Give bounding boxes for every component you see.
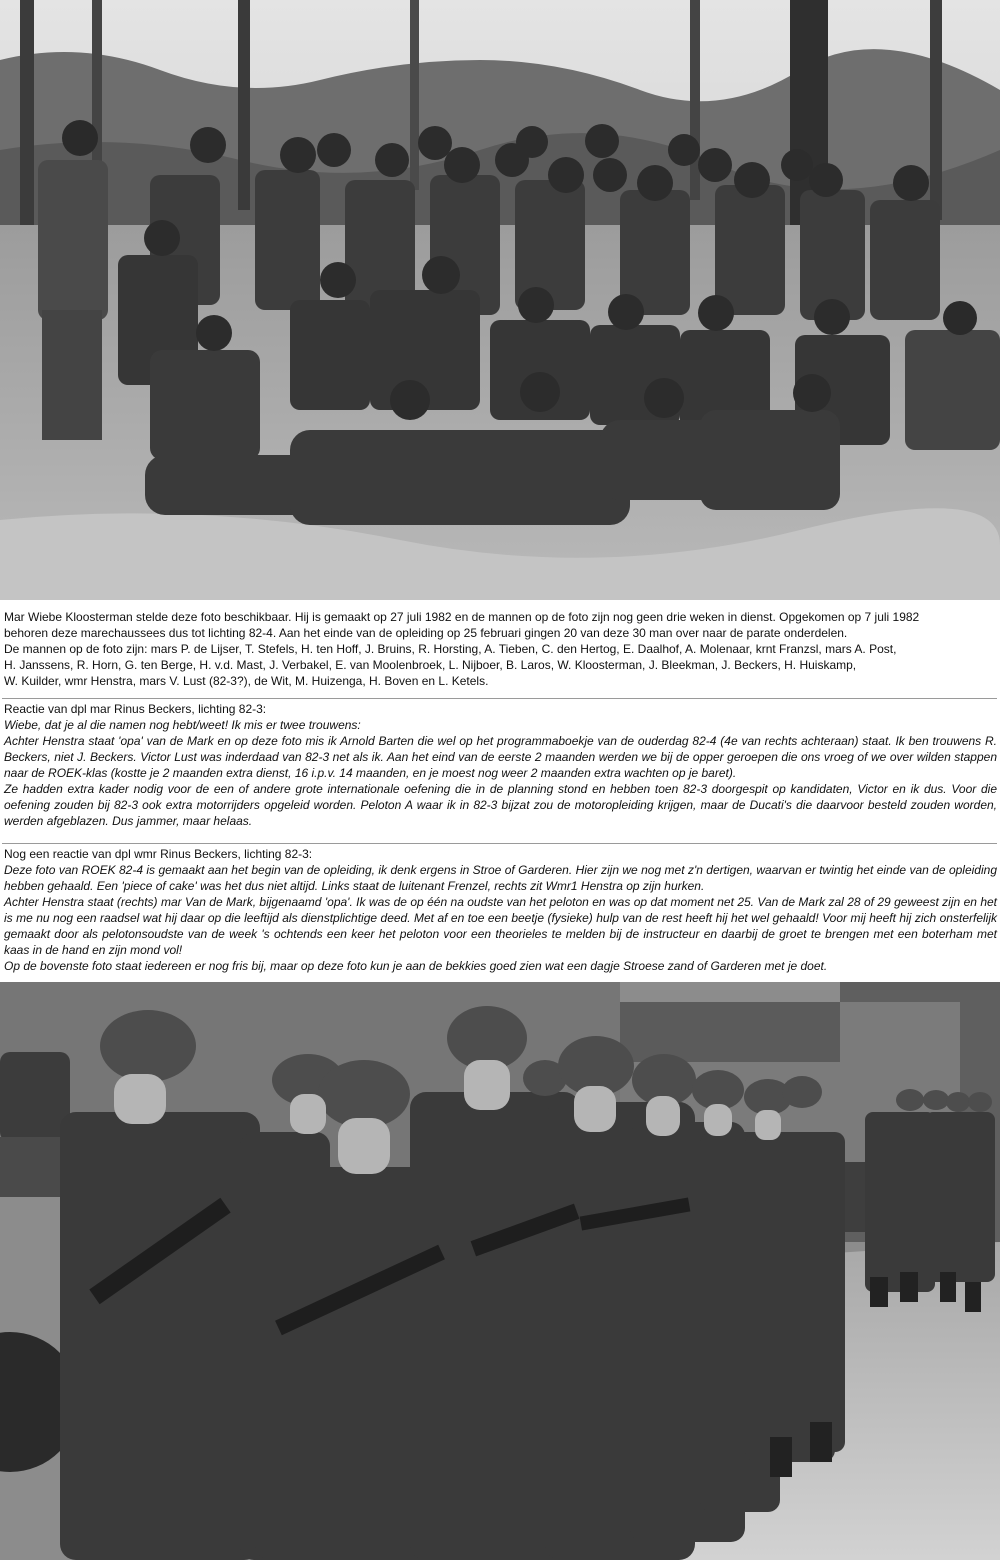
reaction-heading: Nog een reactie van dpl wmr Rinus Beckers, lichting 82-3: — [4, 847, 313, 861]
bottom-photo-rendering — [0, 982, 1000, 1560]
caption-line: behoren deze marechaussees dus tot lichting 82-4. Aan het einde van de opleiding op 25 februari gingen 20 van deze 30 man over naar de parate onderdelen. — [4, 626, 848, 640]
reaction-heading: Reactie van dpl mar Rinus Beckers, lichting 82-3: — [4, 702, 267, 716]
reaction-paragraph: Achter Henstra staat 'opa' van de Mark en op deze foto mis ik Arnold Barten die wel op het programmaboekje van de ouderdag 82-4 (4e van rechts achteraan) staat. Ik ben trouwens R. Beckers, niet J. Beckers. Victor Lust was inderdaad van 82-3 net als ik. Aan het eind van de eerste 2 maanden werden we bij de opper geroepen die ons vroeg of we over wilden stappen naar de ROEK-klas (kostte je 2 maanden extra dienst, 16 i.p.v. 14 maanden, en je moest nog weer 2 maanden extra wachten op je baret). — [4, 734, 997, 780]
top-photo-rendering — [0, 0, 1000, 600]
bottom-column-photo — [0, 982, 1000, 1560]
photo-caption — [4, 609, 997, 689]
reaction-paragraph: Deze foto van ROEK 82-4 is gemaakt aan het begin van de opleiding, ik denk ergens in Stroe of Garderen. Hier zijn we nog met z'n dertigen, waarvan er twintig het einde van de opleiding hebben gehaald. Een 'piece of cake' was het dus niet altijd. Links staat de luitenant Frenzel, rechts zit Wmr1 Henstra op zijn hurken. — [4, 863, 997, 893]
reaction-paragraph: Ze hadden extra kader nodig voor de een of andere grote internationale oefening die in de planning stond en hebben toen 82-3 doorgespit op kandidaten, Victor en ik dus. Voor die oefening zouden bij 82-3 ook extra motorrijders opgeleid worden. Peloton A waar ik in 82-3 bijzat zou de motoropleiding krijgen, maar de Ducati's die daarvoor besteld zouden worden, werden afgeblazen. Dus jammer, maar helaas. — [4, 782, 997, 828]
caption-line: De mannen op de foto zijn: mars P. de Lijser, T. Stefels, H. ten Hoff, J. Bruins, R. Horsting, A. Tieben, C. den Hertog, E. Daalhof, A. Molenaar, krnt Franzsl, mars A. Post, — [4, 642, 897, 656]
reaction-block-2 — [4, 846, 997, 974]
caption-line: W. Kuilder, wmr Henstra, mars V. Lust (82-3?), de Wit, M. Huizenga, H. Boven en L. Ketels. — [4, 674, 489, 688]
caption-line: Mar Wiebe Kloosterman stelde deze foto beschikbaar. Hij is gemaakt op 27 juli 1982 en de mannen op de foto zijn nog geen drie weken in dienst. Opgekomen op 7 juli 1982 — [4, 610, 920, 624]
reaction-paragraph: Wiebe, dat je al die namen nog hebt/weet! Ik mis er twee trouwens: — [4, 718, 361, 732]
divider — [2, 843, 997, 844]
reaction-paragraph: Achter Henstra staat (rechts) mar Van de Mark, bijgenaamd 'opa'. Ik was de op één na oudste van het peloton en was op dat moment net 25. Van de Mark zal 28 of 29 geweest zijn en het is me nu nog een raadsel wat hij daar op die leeftijd als dienstplichtige deed. Met af en toe een beetje (fysieke) hulp van de rest heeft hij het wel gehaald! Voor mij heeft hij zich onsterfelijk gemaakt door als pelotonsoudste van de week 's ochtends een keer het peloton voor een theorieles te melden bij de instructeur en daarbij de groet te brengen met een boterham met kaas in de hand en zijn mond vol! — [4, 895, 997, 957]
top-group-photo — [0, 0, 1000, 600]
caption-line: H. Janssens, R. Horn, G. ten Berge, H. v.d. Mast, J. Verbakel, E. van Moolenbroek, L. Nijboer, B. Laros, W. Kloosterman, J. Bleekman, J. Beckers, H. Huiskamp, — [4, 658, 857, 672]
reaction-paragraph: Op de bovenste foto staat iedereen er nog fris bij, maar op deze foto kun je aan de bekkies goed zien wat een dagje Stroese zand of Garderen met je doet. — [4, 959, 828, 973]
reaction-block-1 — [4, 701, 997, 829]
divider — [2, 698, 997, 699]
